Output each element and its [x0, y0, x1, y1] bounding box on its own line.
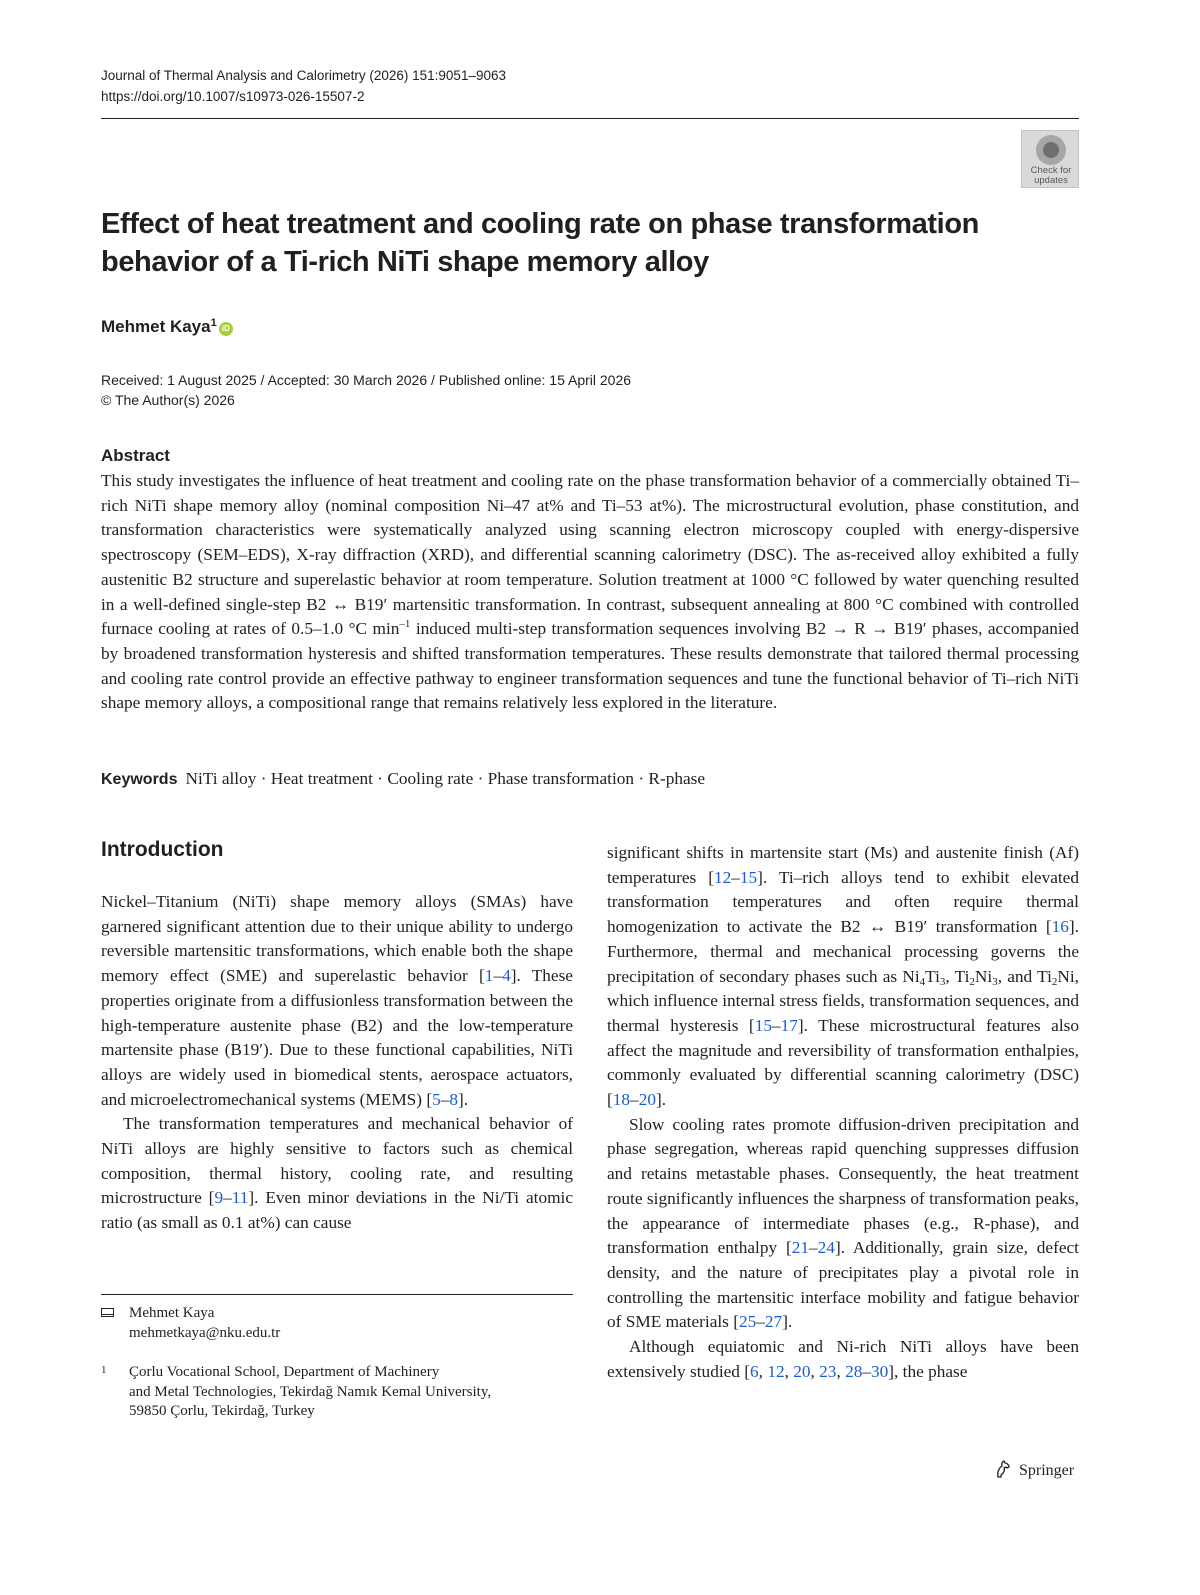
citation-link[interactable]: 5: [432, 1089, 441, 1109]
citation-link[interactable]: 30: [871, 1361, 889, 1381]
corr-email[interactable]: mehmetkaya@nku.edu.tr: [129, 1325, 281, 1341]
citation-link[interactable]: 11: [231, 1188, 249, 1208]
article-dates: [101, 370, 631, 410]
author-line: [101, 312, 233, 338]
citation-link[interactable]: 6: [750, 1361, 759, 1381]
check-updates-label-2: updates: [1034, 175, 1068, 186]
check-for-updates-badge[interactable]: [1021, 130, 1079, 188]
abstract-heading: Abstract: [101, 446, 170, 465]
citation-link[interactable]: 18: [612, 1090, 631, 1110]
citation-link[interactable]: 25: [738, 1312, 757, 1332]
copyright: © The Author(s) 2026: [101, 392, 235, 408]
corresponding-author: [101, 1303, 280, 1343]
footnote-rule: [101, 1294, 573, 1295]
citation-link[interactable]: 16: [1051, 917, 1069, 937]
citation-link[interactable]: 12: [767, 1361, 785, 1381]
keywords: [101, 767, 705, 792]
citation-link[interactable]: 4: [502, 966, 511, 986]
paragraph: Although equiatomic and Ni-rich NiTi alloys have been extensively studied [6, 12, 20, 23, 28–30], the phase: [607, 1337, 1079, 1381]
author-affil-mark: 1: [210, 317, 217, 329]
paragraph: Slow cooling rates promote diffusion-driven precipitation and phase segregation, whereas rapid quenching suppresses diffusion and retains metastable phases. Consequently, the heat treatment route significantly influences the sharpness of transformation peaks, the appearance of intermediate phases (e.g., R-phase), and transformation enthalpy [21–24]. Additionally, grain size, defect density, and the nature of precipitates play a pivotal role in controlling the martensitic interface mobility and fatigue behavior of SME materials [25–27].: [607, 1114, 1079, 1332]
affil-line: 59850 Çorlu, Tekirdağ, Turkey: [129, 1403, 315, 1419]
citation-link[interactable]: 24: [817, 1238, 835, 1258]
check-updates-label-1: Check for: [1030, 165, 1072, 176]
keywords-label: Keywords: [101, 771, 178, 788]
journal-header: [101, 65, 506, 107]
citation-link[interactable]: 9: [214, 1188, 224, 1208]
article-title: [101, 205, 1001, 281]
citation-link[interactable]: 8: [449, 1089, 459, 1109]
paragraph: Nickel–Titanium (NiTi) shape memory alloys (SMAs) have garnered significant attention due to their unique ability to undergo reversible martensitic transformations, which enable both the shape memory effect (SME) and superelastic behavior [1–4]. These properties originate from a diffusionless transformation between the high-temperature austenite phase (B2) and the low-temperature martensite phase (B19′). Due to these functional capabilities, NiTi alloys are widely used in biomedical stents, aerospace actuators, and microelectromechanical systems (MEMS) [5–8].: [101, 892, 573, 1109]
citation-link[interactable]: 15: [739, 867, 758, 887]
citation-link[interactable]: 20: [793, 1361, 811, 1381]
corr-name: Mehmet Kaya: [129, 1305, 215, 1321]
citation-link[interactable]: 28: [845, 1361, 863, 1381]
doi-link[interactable]: https://doi.org/10.1007/s10973-026-15507-2: [101, 89, 365, 104]
introduction-heading: Introduction: [101, 838, 224, 861]
keywords-list: NiTi alloy · Heat treatment · Cooling rate · Phase transformation · R-phase: [185, 769, 706, 788]
affil-line: and Metal Technologies, Tekirdağ Namık Kemal University,: [129, 1383, 492, 1400]
affil-number: 1: [101, 1364, 107, 1376]
publisher-name: Springer: [1019, 1462, 1075, 1479]
left-column: [101, 890, 573, 1236]
affil-line: Çorlu Vocational School, Department of Machinery: [129, 1364, 440, 1380]
citation-link[interactable]: 17: [780, 1015, 798, 1035]
header-rule: [101, 118, 1079, 119]
journal-citation: Journal of Thermal Analysis and Calorimetry (2026) 151:9051–9063: [101, 68, 506, 83]
citation-link[interactable]: 27: [764, 1312, 783, 1332]
citation-link[interactable]: 15: [754, 1015, 772, 1035]
springer-horse-icon: [993, 1459, 1013, 1479]
crossmark-icon: [1036, 135, 1066, 165]
author-name[interactable]: Mehmet Kaya: [101, 317, 211, 336]
title-line-1: Effect of heat treatment and cooling rate on phase transformation: [101, 208, 979, 240]
right-column: [607, 841, 1079, 1384]
citation-link[interactable]: 12: [713, 867, 732, 887]
paragraph: significant shifts in martensite start (Ms) and austenite finish (Af) temperatures [12–15]. Ti–rich alloys tend to exhibit elevated transformation temperatures and often require thermal homogenization to activate the B2 ↔ B19′ transformation [16]. Furthermore, thermal and mechanical processing governs the precipitation of secondary phases such as $Ni_4Ti_3$, $Ti_2Ni_3$, and $Ti_2Ni$, which influence internal stress fields, transformation sequences, and thermal hysteresis [15–17]. These microstructural features also affect the magnitude and reversibility of transformation enthalpies, commonly evaluated by differential scanning calorimetry (DSC) [18–20].: [607, 843, 1079, 1110]
orcid-icon[interactable]: iD: [219, 322, 233, 336]
citation-link[interactable]: 1: [484, 966, 494, 986]
title-line-2: behavior of a Ti‑rich NiTi shape memory alloy: [101, 246, 709, 278]
paragraph: The transformation temperatures and mechanical behavior of NiTi alloys are highly sensitive to factors such as chemical composition, thermal history, cooling rate, and resulting microstructure [9–11]. Even minor deviations in the Ni/Ti atomic ratio (as small as 0.1 at%) can cause: [101, 1114, 573, 1233]
citation-link[interactable]: 23: [819, 1361, 837, 1381]
history-dates: Received: 1 August 2025 / Accepted: 30 March 2026 / Published online: 15 April 2026: [101, 372, 632, 388]
publisher-logo: [993, 1459, 1074, 1482]
envelope-icon: [101, 1308, 114, 1317]
affiliation: [101, 1363, 573, 1422]
citation-link[interactable]: 20: [638, 1090, 656, 1110]
abstract-text: This study investigates the influence of heat treatment and cooling rate on the phase transformation behavior of a commercially obtained Ti–rich NiTi shape memory alloy (nominal composition Ni–47 at% and Ti–53 at%). The microstructural evolution, phase constitution, and transformation characteristics were systematically analyzed using scanning electron microscopy coupled with energy-dispersive spectroscopy (SEM–EDS), X-ray diffraction (XRD), and differential scanning calorimetry (DSC). The as-received alloy exhibited a fully austenitic B2 structure and superelastic behavior at room temperature. Solution treatment at 1000 °C followed by water quenching resulted in a well-defined single-step B2 ↔ B19′ martensitic transformation. In contrast, subsequent annealing at 800 °C combined with controlled furnace cooling at rates of 0.5–1.0 °C $\min^{-1}$ induced multi-step transformation sequences involving B2 → R → B19′ phases, accompanied by broadened transformation hysteresis and shifted transformation temperatures. These results demonstrate that tailored thermal processing and cooling rate control provide an effective pathway to engineer transformation sequences and tune the functional behavior of Ti–rich NiTi shape memory alloys, a compositional range that remains relatively less explored in the literature.: [101, 471, 1079, 713]
citation-link[interactable]: 21: [791, 1238, 810, 1258]
